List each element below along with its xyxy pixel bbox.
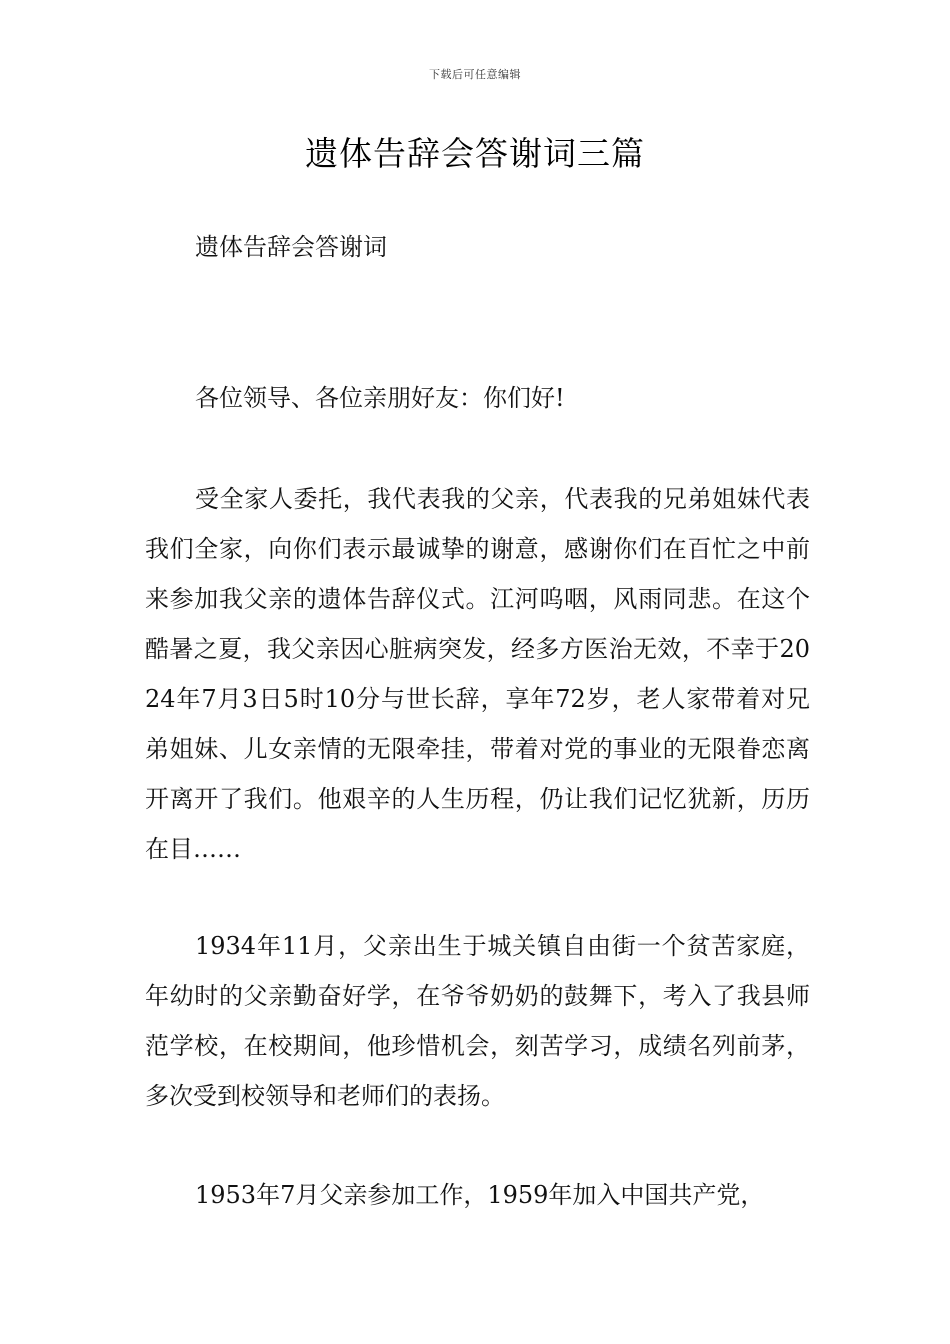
document-title: 遗体告辞会答谢词三篇 xyxy=(305,134,645,173)
salutation: 各位领导、各位亲朋好友：你们好! xyxy=(195,384,565,412)
paragraph: 1953年7月父亲参加工作，1959年加入中国共产党， xyxy=(195,1181,765,1209)
paragraph: 受全家人委托，我代表我的父亲，代表我的兄弟姐妹代表我们全家，向你们表示最诚挚的谢意，感谢你们在百忙之中前来参加我父亲的遗体告辞仪式。江河呜咽，风雨同悲。在这个酷暑之夏，我父亲因心脏病突发，经多方医治无效，不幸于2024年7月3日5时10分与世长辞，享年72岁，老人家带着对兄弟姐妹、儿女亲情的无限牵挂，带着对党的事业的无限眷恋离开离开了我们。他艰辛的人生历程，仍让我们记忆犹新，历历在目…… xyxy=(145,485,810,863)
header-note: 下载后可任意编辑 xyxy=(429,68,521,81)
document-subtitle: 遗体告辞会答谢词 xyxy=(195,233,387,261)
paragraph: 1934年11月，父亲出生于城关镇自由街一个贫苦家庭，年幼时的父亲勤奋好学，在爷爷奶奶的鼓舞下，考入了我县师范学校，在校期间，他珍惜机会，刻苦学习，成绩名列前茅，多次受到校领导和老师们的表扬。 xyxy=(145,932,810,1110)
